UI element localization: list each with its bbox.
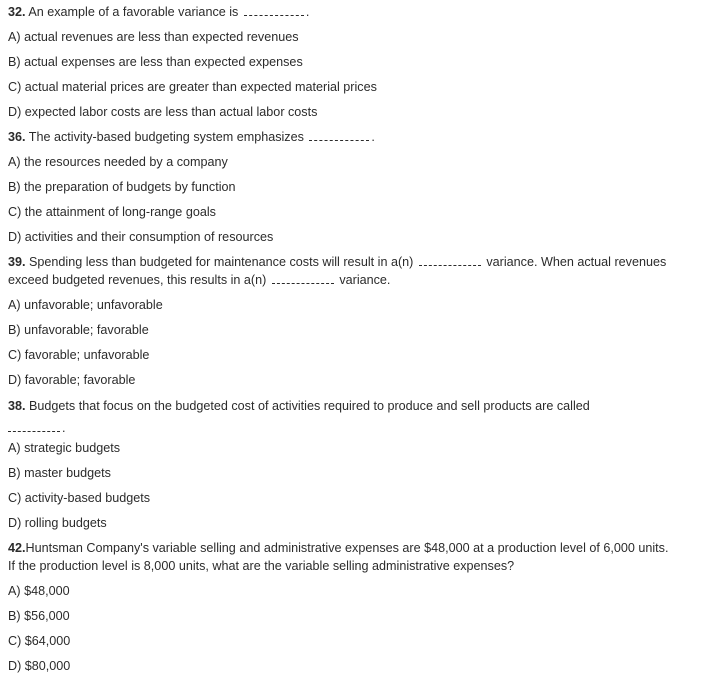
option-c[interactable]: C) the attainment of long-range goals xyxy=(8,205,216,219)
option-c[interactable]: C) activity-based budgets xyxy=(8,491,151,505)
option-d[interactable]: D) favorable; favorable xyxy=(8,373,136,387)
question-38-blank-line: . xyxy=(8,420,66,437)
option-b[interactable]: B) master budgets xyxy=(8,466,111,480)
option-c[interactable]: C) actual material prices are greater than expected material prices xyxy=(8,80,377,94)
option-b[interactable]: B) actual expenses are less than expected expenses xyxy=(8,55,303,69)
option-a[interactable]: A) unfavorable; unfavorable xyxy=(8,298,163,312)
option-a[interactable]: A) strategic budgets xyxy=(8,441,121,455)
option-a[interactable]: A) the resources needed by a company xyxy=(8,155,228,169)
option-d[interactable]: D) activities and their consumption of resources xyxy=(8,230,274,244)
answer-blank xyxy=(244,5,304,16)
option-a[interactable]: A) $48,000 xyxy=(8,584,70,598)
question-number: 36. xyxy=(8,130,26,144)
question-36-stem: 36. The activity-based budgeting system emphasizes . xyxy=(8,130,375,144)
question-32-stem: 32. An example of a favorable variance is . xyxy=(8,5,310,19)
option-b[interactable]: B) $56,000 xyxy=(8,609,70,623)
question-text: An example of a favorable variance is xyxy=(28,5,239,19)
option-b[interactable]: B) the preparation of budgets by function xyxy=(8,180,236,194)
question-number: 42. xyxy=(8,541,26,555)
question-number: 38. xyxy=(8,399,26,413)
option-d[interactable]: D) expected labor costs are less than actual labor costs xyxy=(8,105,318,119)
question-39-stem xyxy=(8,254,676,289)
answer-blank xyxy=(309,130,369,141)
answer-blank xyxy=(419,255,481,266)
question-38-stem xyxy=(8,398,590,415)
question-text-part3: variance. xyxy=(339,272,391,287)
question-number: 32. xyxy=(8,5,26,19)
option-a[interactable]: A) actual revenues are less than expected revenues xyxy=(8,30,299,44)
option-c[interactable]: C) favorable; unfavorable xyxy=(8,348,150,362)
answer-blank xyxy=(272,273,334,284)
option-d[interactable]: D) rolling budgets xyxy=(8,516,107,530)
question-text: The activity-based budgeting system emphasizes xyxy=(28,130,304,144)
answer-blank xyxy=(8,421,60,432)
option-c[interactable]: C) $64,000 xyxy=(8,634,71,648)
question-text: Budgets that focus on the budgeted cost of activities required to produce and sell products are called xyxy=(29,399,590,413)
option-d[interactable]: D) $80,000 xyxy=(8,659,71,673)
question-42-stem xyxy=(8,540,676,575)
question-text-part1: Spending less than budgeted for maintenance costs will result in a(n) xyxy=(29,255,414,269)
question-text: Huntsman Company's variable selling and administrative expenses are $48,000 at a production level of 6,000 units. If the production level is 8,000 units, what are the variable selling administrative expenses? xyxy=(8,541,669,573)
question-number: 39. xyxy=(8,255,26,269)
option-b[interactable]: B) unfavorable; favorable xyxy=(8,323,149,337)
question-text-part2: variance. When actual revenues exceed budgeted revenues, this results in a(n) xyxy=(8,255,667,287)
